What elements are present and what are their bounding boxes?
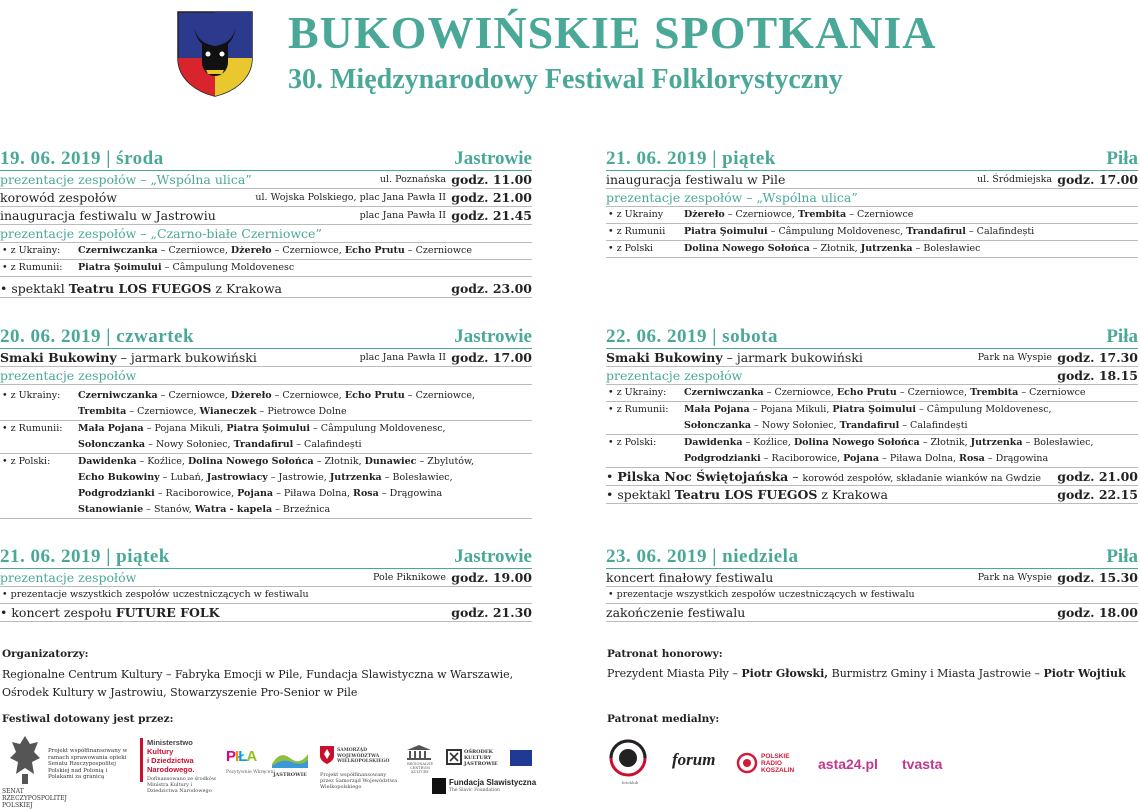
event-label: prezentacje zespołów (0, 570, 137, 585)
country-label: • z Ukrainy (608, 209, 664, 220)
event-time: godz. 17.30 (1057, 350, 1138, 365)
event-label: zakończenie festiwalu (606, 605, 746, 620)
group-entries (684, 404, 1052, 415)
group-entries (78, 456, 474, 467)
group-town: – Raciborowice, (760, 453, 844, 464)
ministry-line: Narodowego. (147, 765, 195, 774)
event-label (0, 350, 257, 365)
group-name: Trandafirul (839, 420, 900, 431)
group-list-row (606, 587, 1138, 604)
group-town: – Pojana Mikuli, (143, 423, 227, 434)
wielkopolska-name: SAMORZĄD WOJEWÓDZTWA WIELKOPOLSKIEGO (337, 748, 390, 764)
senat-name: SENAT RZECZYPOSPOLITEJ POLSKIEJ (2, 788, 67, 809)
group-name: Stanowianie (78, 504, 144, 515)
patron-name: Piotr Wojtiuk (1043, 667, 1126, 680)
event-label (606, 350, 863, 365)
group-town: – Czerniowce, (126, 406, 200, 417)
group-name: Jutrzenka (860, 243, 913, 254)
day-section-1 (0, 148, 532, 298)
group-town: – Câmpulung Moldovenesc, (916, 404, 1052, 415)
group-town: – Calafindești (965, 226, 1035, 237)
group-name: Podgrodzianki (684, 453, 761, 464)
group-town: – Czerniowce, (724, 209, 798, 220)
fotoklub-name: fotoklub (621, 780, 639, 785)
day-section-5 (606, 326, 1138, 504)
group-entries (684, 453, 1048, 464)
country-label: • z Rumunii: (2, 423, 63, 434)
group-list-row (0, 502, 532, 519)
event-label: prezentacje zespołów – „Czarno-białe Czerniowce” (0, 226, 322, 241)
group-town: – Piława Dolna, (273, 488, 354, 499)
pila-tagline: Pozytywnie Wkręceni (226, 770, 275, 775)
group-town: – Koźlice, (742, 437, 794, 448)
event-time: godz. 17.00 (451, 350, 532, 365)
radio-name: POLSKIE RADIO KOSZALIN (761, 753, 795, 774)
ministry-line: Ministerstwo (147, 738, 193, 747)
group-entries (684, 209, 913, 220)
event-row (0, 189, 532, 207)
day-section-3 (0, 546, 532, 622)
page-subtitle: 30. Międzynarodowy Festiwal Folklorystyczny (288, 64, 843, 95)
group-list-row (0, 421, 532, 437)
event-prefix: • spektakl (0, 281, 69, 296)
event-row (0, 225, 532, 243)
event-place: ul. Poznańska (379, 174, 446, 185)
country-label: • z Ukrainy: (2, 390, 61, 401)
day-date: 19. 06. 2019 | środa (0, 148, 164, 169)
group-town: – Bolesławiec, (381, 472, 453, 483)
asta24-logo: asta24.pl (818, 756, 878, 772)
day-header (606, 326, 1138, 349)
day-city: Piła (1106, 326, 1138, 347)
group-name: Piatra Şoimului (684, 226, 768, 237)
event-place: ul. Wojska Polskiego, plac Jana Pawła II (255, 192, 446, 203)
event-row (0, 171, 532, 189)
group-name: Mała Pojana (78, 423, 144, 434)
day-date: 20. 06. 2019 | czwartek (0, 326, 195, 347)
group-name: Podgrodzianki (78, 488, 155, 499)
group-list-row (0, 243, 532, 260)
group-name: Piatra Şoimului (832, 404, 917, 415)
day-section-2 (0, 326, 532, 519)
group-list-row (0, 587, 532, 604)
event-row (0, 280, 532, 298)
group-name: Dżereło (684, 209, 725, 220)
event-row (0, 349, 532, 367)
group-entries (684, 387, 1086, 398)
senat-note: Projekt współfinansowany w ramach sprawowania opieki Senatu Rzeczypospolitej Polskiej nad Polonią i Polakami za granicą (48, 748, 128, 780)
coat-of-arms (176, 10, 254, 98)
event-place: Park na Wyspie (977, 572, 1052, 583)
country-label: • z Ukrainy: (608, 387, 667, 398)
group-town: – Czerniowce, (404, 390, 475, 401)
group-entries (78, 472, 453, 483)
group-list-row (606, 451, 1138, 468)
group-town: – Stanów, (143, 504, 195, 515)
group-town: – Czerniowce, (763, 387, 837, 398)
event-label (606, 469, 1041, 484)
group-town: – Nowy Sołoniec, (145, 439, 234, 450)
senat-eagle-logo (8, 732, 42, 790)
day-header (606, 546, 1138, 569)
wielkopolska-note: Projekt współfinansowany przez Samorząd Województwa Wielkopolskiego (320, 772, 398, 790)
group-entries (684, 226, 1034, 237)
group-entries (78, 504, 330, 515)
group-entries (78, 406, 347, 417)
event-label (0, 281, 282, 296)
group-name: Czerniwczanka (684, 387, 764, 398)
group-town: – Czerniowce (1018, 387, 1086, 398)
group-name: Dawidenka (684, 437, 743, 448)
group-town: – Zbylutów, (416, 456, 475, 467)
group-list-row (0, 454, 532, 470)
group-name: Trandafirul (233, 439, 294, 450)
fotoklub-logo (608, 738, 652, 794)
day-city: Jastrowie (454, 326, 532, 347)
group-name: Watra - kapela (194, 504, 273, 515)
group-entries (684, 420, 968, 431)
group-name: Dżereło (230, 245, 272, 256)
day-city: Jastrowie (454, 148, 532, 169)
group-town: – Złotnik, (313, 456, 365, 467)
group-town: – Bolesławiec (912, 243, 981, 254)
pila-logo: PIŁA Pozytywnie Wkręceni (226, 748, 275, 775)
group-town: – Drągowina (984, 453, 1049, 464)
event-prefix: • koncert zespołu (0, 605, 116, 620)
event-time: godz. 17.00 (1057, 172, 1138, 187)
group-entries (78, 245, 472, 256)
fundacja-name: Fundacja Slawistyczna (449, 778, 537, 787)
event-label: prezentacje zespołów (606, 368, 743, 383)
group-list-row (0, 470, 532, 486)
group-town: – Pietrowce Dolne (256, 406, 347, 417)
event-row (606, 349, 1138, 367)
event-suffix: – jarmark bukowiński (722, 350, 863, 365)
country-label: • z Rumunii: (608, 404, 669, 415)
day-city: Piła (1106, 546, 1138, 567)
group-entries (78, 423, 446, 434)
group-town: – Calafindești (293, 439, 362, 450)
group-list-row (606, 224, 1138, 241)
group-town: – Calafindești (899, 420, 968, 431)
group-town: – Czerniowce (404, 245, 472, 256)
group-entries (78, 488, 442, 499)
group-name: Jastrowiacy (206, 472, 268, 483)
group-town: – Câmpulung Moldovenesc (161, 262, 295, 273)
group-name: Echo Prutu (344, 390, 405, 401)
group-name: Rosa (353, 488, 379, 499)
fundacja-logo (432, 778, 537, 798)
event-label: prezentacje zespołów – „Wspólna ulica” (0, 172, 252, 187)
event-time: godz. 19.00 (451, 570, 532, 585)
ok-name: OŚRODEK KULTURY JASTROWIE (464, 749, 498, 767)
group-town: – Czerniowce, (896, 387, 971, 398)
group-list-row (0, 486, 532, 502)
patron-title: Prezydent Miasta Piły – (607, 667, 742, 680)
group-list-row (606, 418, 1138, 435)
country-label: • z Polski: (608, 437, 657, 448)
group-name: Sołonczanka (78, 439, 146, 450)
ministry-logo (140, 738, 216, 794)
group-town: – Czerniowce, (271, 245, 345, 256)
group-entries (78, 390, 475, 401)
ok-jastrowie-logo (446, 748, 500, 768)
day-date: 21. 06. 2019 | piątek (0, 546, 170, 567)
group-town: – Czerniowce, (157, 245, 231, 256)
group-name: Dunawiec (364, 456, 417, 467)
group-entries (684, 437, 1093, 448)
event-suffix: z Krakowa (211, 281, 282, 296)
group-name: Czerniwczanka (78, 390, 158, 401)
event-row (0, 604, 532, 622)
group-town: – Czerniowce (846, 209, 914, 220)
group-town: – Czerniowce, (157, 390, 231, 401)
group-town: – Złotnik, (919, 437, 971, 448)
event-row (606, 189, 1138, 207)
event-time: godz. 22.15 (1057, 487, 1138, 502)
organizers-heading: Organizatorzy: (2, 648, 89, 660)
event-time: godz. 23.00 (451, 281, 532, 296)
event-place: plac Jana Pawła II (359, 352, 446, 363)
event-bold: Teatru LOS FUEGOS (674, 487, 818, 502)
honorary-patronage-heading: Patronat honorowy: (607, 648, 723, 660)
group-name: Trandafirul (906, 226, 966, 237)
event-row (606, 468, 1138, 486)
rck-name: REGIONALNE CENTRUM KULTURY (407, 762, 433, 774)
group-list-row (0, 437, 532, 454)
group-name: Sołonczanka (684, 420, 752, 431)
group-entries (684, 243, 980, 254)
group-name: Jutrzenka (970, 437, 1023, 448)
group-town: – Jastrowie, (267, 472, 330, 483)
day-date: 23. 06. 2019 | niedziela (606, 546, 799, 567)
group-name: Echo Prutu (344, 245, 405, 256)
group-name: Dolina Nowego Sołońca (684, 243, 810, 254)
group-name: Dżereło (230, 390, 272, 401)
event-place: plac Jana Pawła II (359, 210, 446, 221)
group-name: Echo Prutu (836, 387, 897, 398)
group-town: – Czerniowce, (271, 390, 345, 401)
note-text: • prezentacje wszystkich zespołów uczestniczących w festiwalu (608, 589, 915, 600)
group-name: Dolina Nowego Sołońca (187, 456, 314, 467)
ministry-line: Kultury (147, 747, 174, 756)
group-entries (78, 262, 294, 273)
event-time: godz. 18.00 (1057, 605, 1138, 620)
group-name: Dawidenka (78, 456, 137, 467)
day-section-6 (606, 546, 1138, 622)
event-prefix: • spektakl (606, 487, 675, 502)
group-name: Dolina Nowego Sołońca (793, 437, 920, 448)
group-list-row (0, 388, 532, 404)
group-town: – Pojana Mikuli, (749, 404, 833, 415)
group-list-row (606, 402, 1138, 418)
group-name: Jutrzenka (329, 472, 382, 483)
event-time: godz. 15.30 (1057, 570, 1138, 585)
event-prefix: • (606, 469, 618, 484)
event-suffix: z Krakowa (817, 487, 888, 502)
event-time: godz. 11.00 (451, 172, 532, 187)
event-place: Pole Piknikowe (373, 572, 446, 583)
fundacja-tagline: The Slavic Foundation (449, 788, 500, 793)
day-date: 21. 06. 2019 | piątek (606, 148, 776, 169)
event-time: godz. 21.00 (1057, 469, 1138, 484)
day-city: Jastrowie (454, 546, 532, 567)
page-title: BUKOWIŃSKIE SPOTKANIA (288, 7, 937, 58)
organizers-line-2: Ośrodek Kultury w Jastrowiu, Stowarzyszenie Pro-Senior w Pile (2, 686, 358, 699)
country-label: • z Polski (608, 243, 654, 254)
event-label: prezentacje zespołów (0, 368, 137, 383)
group-name: Trembita (797, 209, 847, 220)
patron-title: Burmistrz Gminy i Miasta Jastrowie – (828, 667, 1044, 680)
event-row (0, 569, 532, 587)
group-town: – Piława Dolna, (879, 453, 960, 464)
group-list-row (0, 260, 532, 277)
group-name: Trembita (970, 387, 1019, 398)
day-header (0, 148, 532, 171)
event-row (606, 604, 1138, 622)
country-label: • z Rumunii (608, 226, 666, 237)
group-town: – Drągowina (378, 488, 443, 499)
group-town: – Koźlice, (136, 456, 188, 467)
event-row (606, 569, 1138, 587)
event-time: godz. 21.00 (451, 190, 532, 205)
group-list-row (0, 404, 532, 421)
group-town: – Brzeźnica (272, 504, 331, 515)
group-name: Trembita (78, 406, 127, 417)
group-town: – Nowy Sołoniec, (751, 420, 840, 431)
group-name: Czerniwczanka (78, 245, 158, 256)
event-bold: Smaki Bukowiny (0, 350, 117, 365)
event-time: godz. 21.30 (451, 605, 532, 620)
event-time: godz. 21.45 (451, 208, 532, 223)
funding-heading: Festiwal dotowany jest przez: (2, 713, 174, 725)
country-label: • z Ukrainy: (2, 245, 61, 256)
honorary-patrons (607, 667, 1126, 680)
group-list-row (606, 241, 1138, 258)
tvasta-logo: tvasta (902, 756, 943, 772)
ministry-line: i Dziedzictwa (147, 756, 194, 765)
jastrowie-name: JASTROWIE (273, 772, 307, 778)
rck-logo (402, 744, 438, 774)
event-label: koncert finałowy festiwalu (606, 570, 774, 585)
event-row (0, 367, 532, 385)
day-header (606, 148, 1138, 171)
event-row (606, 367, 1138, 385)
group-entries (78, 439, 362, 450)
country-label: • z Rumunii: (2, 262, 63, 273)
day-header (0, 546, 532, 569)
event-time: godz. 18.15 (1057, 368, 1138, 383)
group-name: Piatra Şoimului (226, 423, 311, 434)
group-list-row (606, 435, 1138, 451)
group-name: Rosa (959, 453, 985, 464)
group-name: Wianeczek (199, 406, 257, 417)
ministry-note: Dofinansowano ze środków Ministra Kultury i Dziedzictwa Narodowego (147, 776, 217, 794)
eu-flag-logo (510, 750, 532, 766)
group-name: Mała Pojana (684, 404, 750, 415)
group-list-row (606, 385, 1138, 402)
day-date: 22. 06. 2019 | sobota (606, 326, 778, 347)
group-town: – Câmpulung Moldovenesc, (310, 423, 446, 434)
day-section-4 (606, 148, 1138, 258)
group-name: Piatra Şoimului (78, 262, 162, 273)
event-label (0, 605, 220, 620)
group-town: – Lubań, (159, 472, 207, 483)
event-label (606, 487, 888, 502)
event-suffix: – jarmark bukowiński (116, 350, 257, 365)
group-town: – Raciborowice, (154, 488, 238, 499)
polskie-radio-koszalin-logo (736, 752, 808, 776)
event-label: inauguracja festiwalu w Pile (606, 172, 786, 187)
event-label: prezentacje zespołów – „Wspólna ulica” (606, 190, 858, 205)
event-label: inauguracja festiwalu w Jastrowiu (0, 208, 216, 223)
forum-logo: forum (672, 750, 716, 769)
group-name: Echo Bukowiny (78, 472, 160, 483)
media-patronage-heading: Patronat medialny: (607, 713, 720, 725)
group-name: Pojana (843, 453, 880, 464)
event-dash: – (788, 469, 803, 484)
event-row (606, 171, 1138, 189)
event-bold: Pilska Noc Świętojańska (617, 469, 789, 484)
day-header (0, 326, 532, 349)
event-label: korowód zespołów (0, 190, 118, 205)
patron-name: Piotr Głowski, (741, 667, 829, 680)
country-label: • z Polski: (2, 456, 51, 467)
organizers-line-1: Regionalne Centrum Kultury – Fabryka Emocji w Pile, Fundacja Slawistyczna w Warszawie, (2, 668, 514, 681)
event-note: korowód zespołów, składanie wianków na Gwdzie (802, 473, 1042, 484)
event-bold: Teatru LOS FUEGOS (68, 281, 212, 296)
group-name: Pojana (237, 488, 274, 499)
event-place: ul. Śródmiejska (977, 174, 1052, 185)
wielkopolska-logo (320, 746, 400, 796)
event-bold: FUTURE FOLK (115, 605, 220, 620)
event-row (606, 486, 1138, 504)
event-bold: Smaki Bukowiny (606, 350, 723, 365)
group-town: – Złotnik, (809, 243, 861, 254)
day-city: Piła (1106, 148, 1138, 169)
jastrowie-logo (272, 748, 308, 778)
group-town: – Bolesławiec, (1022, 437, 1094, 448)
group-list-row (606, 207, 1138, 224)
event-place: Park na Wyspie (977, 352, 1052, 363)
group-town: – Câmpulung Moldovenesc, (767, 226, 907, 237)
note-text: • prezentacje wszystkich zespołów uczestniczących w festiwalu (2, 589, 309, 600)
event-row (0, 207, 532, 225)
